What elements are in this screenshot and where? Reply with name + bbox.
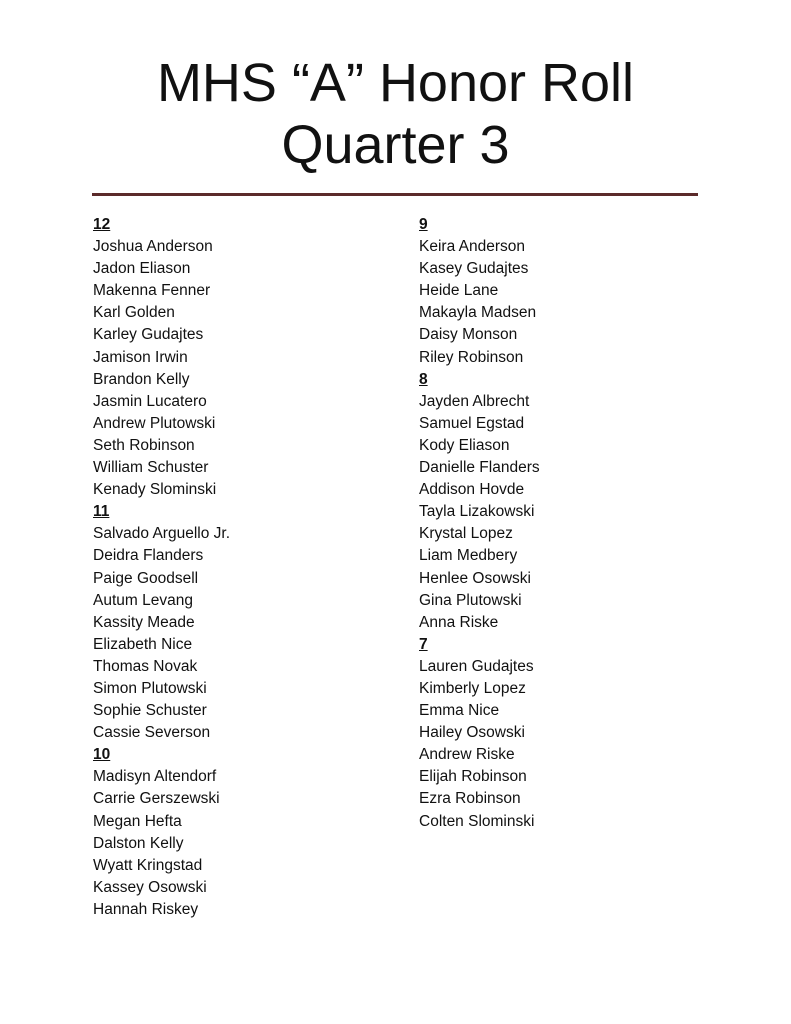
student-name: Wyatt Kringstad <box>93 856 203 874</box>
grade-heading: 12 <box>93 216 111 233</box>
title-divider <box>92 193 698 196</box>
student-name: Sophie Schuster <box>93 702 207 720</box>
student-name: Megan Hefta <box>93 812 182 830</box>
student-name: Danielle Flanders <box>419 459 540 477</box>
student-name: Paige Goodsell <box>93 569 199 587</box>
student-name: Carrie Gerszewski <box>93 790 220 808</box>
student-name: Addison Hovde <box>419 481 525 499</box>
student-name: Karl Golden <box>93 304 175 322</box>
student-name: Elijah Robinson <box>419 768 527 786</box>
student-name: Simon Plutowski <box>93 679 207 697</box>
student-name: Hannah Riskey <box>93 900 199 918</box>
student-name: Dalston Kelly <box>93 834 184 852</box>
student-name: Tayla Lizakowski <box>419 503 535 521</box>
student-name: Elizabeth Nice <box>93 635 193 653</box>
student-name: Jadon Eliason <box>93 260 191 278</box>
right-column <box>419 214 719 833</box>
student-name: Samuel Egstad <box>419 414 525 432</box>
title-line-1: MHS “A” Honor Roll <box>156 53 635 113</box>
student-name: Andrew Plutowski <box>93 414 216 432</box>
student-name: Jayden Albrecht <box>419 392 530 410</box>
title-line-2: Quarter 3 <box>281 115 510 175</box>
student-name: William Schuster <box>93 459 209 477</box>
grade-heading: 7 <box>419 635 428 653</box>
student-name: Andrew Riske <box>419 746 515 764</box>
student-name: Makayla Madsen <box>419 304 537 322</box>
student-name: Keira Anderson <box>419 238 525 256</box>
grade-heading: 9 <box>419 216 428 233</box>
student-name: Makenna Fenner <box>93 282 211 300</box>
student-name: Hailey Osowski <box>419 724 525 742</box>
student-name: Riley Robinson <box>419 348 524 366</box>
student-name: Jasmin Lucatero <box>93 392 207 410</box>
student-name: Salvado Arguello Jr. <box>93 525 231 543</box>
left-column <box>93 214 393 921</box>
student-name: Ezra Robinson <box>419 790 521 808</box>
page-title <box>0 52 791 176</box>
student-name: Emma Nice <box>419 702 500 720</box>
student-name: Jamison Irwin <box>93 348 188 366</box>
student-name: Seth Robinson <box>93 436 195 454</box>
student-name: Liam Medbery <box>419 547 518 565</box>
student-name: Daisy Monson <box>419 326 518 344</box>
student-name: Kenady Slominski <box>93 481 217 499</box>
grade-heading: 10 <box>93 746 111 764</box>
student-name: Kimberly Lopez <box>419 679 526 697</box>
student-name: Cassie Severson <box>93 724 211 742</box>
student-name: Madisyn Altendorf <box>93 768 217 786</box>
student-name: Heide Lane <box>419 282 499 300</box>
grade-heading: 8 <box>419 370 428 388</box>
student-name: Kody Eliason <box>419 436 510 454</box>
student-name: Deidra Flanders <box>93 547 204 565</box>
student-name: Thomas Novak <box>93 657 198 675</box>
student-name: Brandon Kelly <box>93 370 190 388</box>
grade-heading: 11 <box>93 503 110 521</box>
student-name: Henlee Osowski <box>419 569 531 587</box>
student-name: Kassey Osowski <box>93 878 207 896</box>
student-name: Karley Gudajtes <box>93 326 204 344</box>
student-name: Joshua Anderson <box>93 238 213 256</box>
student-name: Colten Slominski <box>419 812 535 830</box>
student-name: Kassity Meade <box>93 613 195 631</box>
student-name: Anna Riske <box>419 613 499 631</box>
student-name: Gina Plutowski <box>419 591 522 609</box>
student-name: Kasey Gudajtes <box>419 260 529 278</box>
student-name: Lauren Gudajtes <box>419 657 534 675</box>
student-name: Autum Levang <box>93 591 193 609</box>
student-name: Krystal Lopez <box>419 525 513 543</box>
